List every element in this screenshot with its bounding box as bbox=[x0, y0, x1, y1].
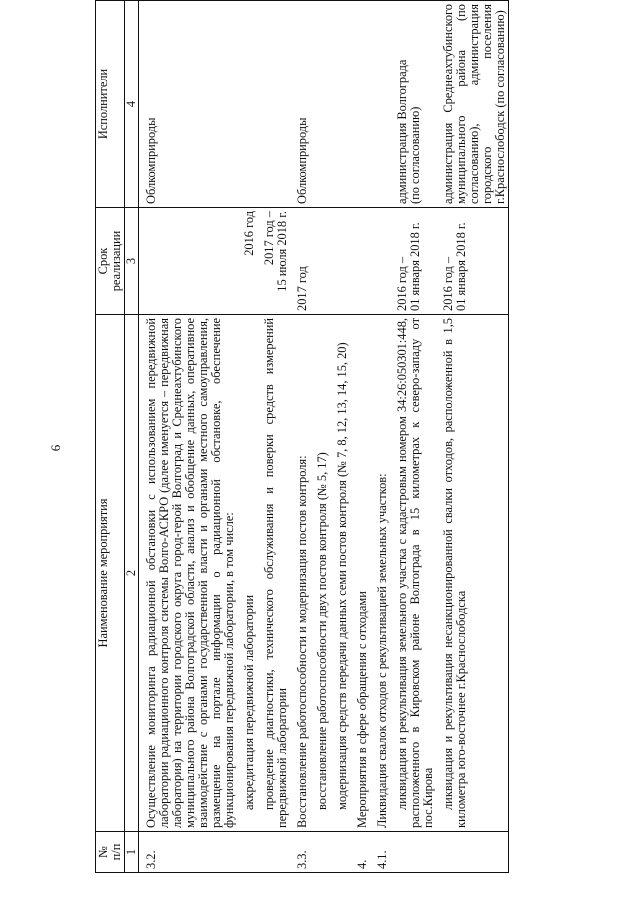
row-term bbox=[144, 208, 237, 315]
row-exec: администрация Среднеахтубинского муниципального района (по согласованию), администрация городского поселения г.Краснослободск (по согласованию) bbox=[441, 1, 509, 208]
row-num bbox=[395, 832, 436, 873]
row-num: 3.2. bbox=[144, 832, 237, 873]
row-name: аккредитация передвижной лаборатории bbox=[242, 315, 257, 832]
row-num bbox=[315, 832, 330, 873]
column-numbers-row bbox=[125, 1, 139, 873]
row-name: Ликвидация свалок отходов с рекультивацией земельных участков: bbox=[375, 315, 390, 832]
header-name: Наименование мероприятия bbox=[96, 315, 125, 832]
row-exec bbox=[262, 1, 290, 208]
row-num bbox=[242, 832, 257, 873]
measures-table bbox=[95, 0, 509, 873]
row-term bbox=[335, 208, 350, 315]
row-num bbox=[262, 832, 290, 873]
row-exec: Облкомприроды bbox=[144, 1, 237, 208]
row-term bbox=[355, 208, 370, 315]
table-row bbox=[355, 1, 370, 873]
row-name: ликвидация и рекультивация несанкционированной свалки отходов, расположенной в 1,5 километра юго-восточнее г.Краснослободска bbox=[441, 315, 509, 832]
row-term: 2016 год – 01 января 2018 г. bbox=[441, 208, 509, 315]
table-row bbox=[262, 1, 290, 873]
header-num: № п/п bbox=[96, 832, 125, 873]
table-row bbox=[335, 1, 350, 873]
row-num: 3.3. bbox=[295, 832, 310, 873]
row-num bbox=[335, 832, 350, 873]
row-name: Осуществление мониторинга радиационной обстановки с использованием передвижной лаборатории радиационного контроля системы Волго-АСКРО (далее именуется – передвижная лаборатория) на территории городского округа город-герой Волгоград и Среднеахтубинского муниципального района Волгоградской области, анализ и обобщение данных, оперативное взаимодействие с органами государственной власти и органами местного самоуправления, размещение на портале информации о радиационной обстановке, обеспечение функционирования передвижной лаборатории, в том числе: bbox=[144, 315, 237, 832]
row-name: Мероприятия в сфере обращения с отходами bbox=[355, 315, 370, 832]
row-exec bbox=[242, 1, 257, 208]
row-exec bbox=[375, 1, 390, 208]
header-exec: Исполнители bbox=[96, 1, 125, 208]
table-row bbox=[315, 1, 330, 873]
row-exec bbox=[355, 1, 370, 208]
row-exec: Облкомприроды bbox=[295, 1, 310, 208]
row-exec bbox=[335, 1, 350, 208]
table-row bbox=[395, 1, 436, 873]
row-exec bbox=[315, 1, 330, 208]
row-name: проведение диагностики, технического обслуживания и поверки средств измерений передвижной лаборатории bbox=[262, 315, 290, 832]
row-name: восстановление работоспособности двух постов контроля (№ 5, 17) bbox=[315, 315, 330, 832]
column-number: 3 bbox=[125, 208, 139, 315]
table-row bbox=[441, 1, 509, 873]
column-number: 1 bbox=[125, 832, 139, 873]
row-num bbox=[441, 832, 509, 873]
row-term: 2017 год bbox=[295, 208, 310, 315]
row-term: 2016 год – 01 января 2018 г. bbox=[395, 208, 436, 315]
row-term: 2016 год bbox=[242, 208, 257, 315]
row-name: Восстановление работоспособности и модернизация постов контроля: bbox=[295, 315, 310, 832]
row-name: ликвидация и рекультивация земельного участка с кадастровым номером 34:26:050301:448, расположенного в Кировском районе Волгограда в 15 километрах к северо-западу от пос.Кирова bbox=[395, 315, 436, 832]
table-row bbox=[242, 1, 257, 873]
table-row bbox=[375, 1, 390, 873]
table-header-row bbox=[96, 1, 125, 873]
row-name: модернизация средств передачи данных семи постов контроля (№ 7, 8, 12, 13, 14, 15, 20) bbox=[335, 315, 350, 832]
table-row bbox=[295, 1, 310, 873]
page-number: 6 bbox=[48, 444, 63, 452]
row-num: 4.1. bbox=[375, 832, 390, 873]
table-row bbox=[144, 1, 237, 873]
row-exec: администрация Волгограда (по согласованию) bbox=[395, 1, 436, 208]
row-term bbox=[375, 208, 390, 315]
rotated-document-table bbox=[95, 4, 610, 873]
column-number: 4 bbox=[125, 1, 139, 208]
row-term bbox=[315, 208, 330, 315]
row-term: 2017 год – 15 июля 2018 г. bbox=[262, 208, 290, 315]
row-num: 4. bbox=[355, 832, 370, 873]
header-term: Срок реализации bbox=[96, 208, 125, 315]
column-number: 2 bbox=[125, 315, 139, 832]
